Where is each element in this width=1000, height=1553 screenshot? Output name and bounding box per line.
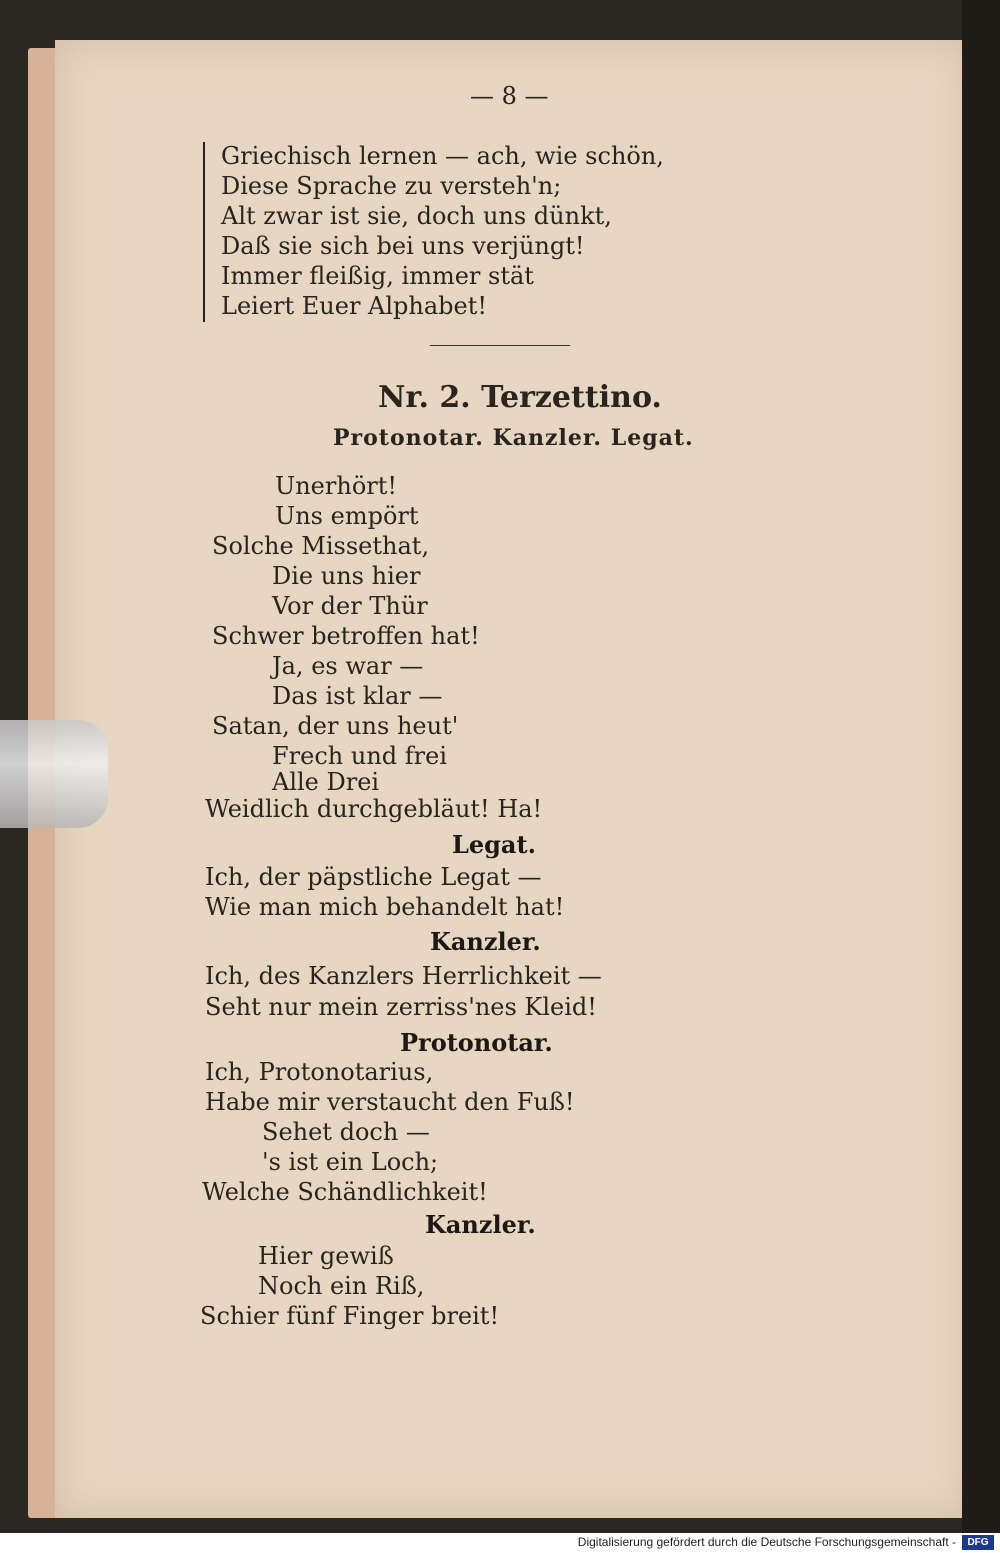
- page-number: — 8 —: [470, 82, 549, 110]
- page-clip: [0, 720, 108, 828]
- stanza-line: Leiert Euer Alphabet!: [221, 292, 488, 320]
- footer-bar: [0, 1533, 1000, 1553]
- verse-line: Sehet doch —: [262, 1118, 430, 1146]
- verse-line: Alle Drei: [272, 768, 380, 796]
- verse-line: Weidlich durchgebläut! Ha!: [205, 795, 543, 823]
- stanza: [203, 142, 664, 322]
- verse-line: Ich, Protonotarius,: [205, 1058, 434, 1086]
- verse-line: Uns empört: [275, 502, 419, 530]
- verse-line: Das ist klar —: [272, 682, 443, 710]
- verse-line: Die uns hier: [272, 562, 421, 590]
- verse-line: Frech und frei: [272, 742, 447, 770]
- verse-line: Vor der Thür: [272, 592, 428, 620]
- verse-line: 's ist ein Loch;: [262, 1148, 439, 1176]
- verse-line: Noch ein Riß,: [258, 1272, 425, 1300]
- verse-line: Solche Missethat,: [212, 532, 430, 560]
- verse-line: Satan, der uns heut': [212, 712, 459, 740]
- verse-line: Unerhört!: [275, 472, 398, 500]
- section-divider: [430, 345, 570, 346]
- stanza-line: Immer fleißig, immer stät: [221, 262, 534, 290]
- speaker-label: Protonotar.: [400, 1028, 553, 1057]
- section-title: Nr. 2. Terzettino.: [378, 380, 662, 415]
- speaker-label: Kanzler.: [430, 927, 541, 956]
- verse-line: Habe mir verstaucht den Fuß!: [205, 1088, 575, 1116]
- verse-line: Ja, es war —: [272, 652, 424, 680]
- speaker-label: Legat.: [452, 830, 536, 859]
- verse-line: Hier gewiß: [258, 1242, 394, 1270]
- dfg-logo-icon: DFG: [962, 1535, 994, 1550]
- verse-line: Wie man mich behandelt hat!: [205, 893, 565, 921]
- stanza-line: Alt zwar ist sie, doch uns dünkt,: [221, 202, 612, 230]
- verse-line: Schier fünf Finger breit!: [200, 1302, 500, 1330]
- footer-credit: Digitalisierung gefördert durch die Deutsche Forschungsgemeinschaft -: [577, 1535, 956, 1549]
- book-spine: [962, 0, 1000, 1553]
- section-subtitle: Protonotar. Kanzler. Legat.: [333, 425, 694, 451]
- speaker-label: Kanzler.: [425, 1210, 536, 1239]
- verse-line: Schwer betroffen hat!: [212, 622, 480, 650]
- verse-line: Ich, des Kanzlers Herrlichkeit —: [205, 962, 602, 990]
- stanza-line: Diese Sprache zu versteh'n;: [221, 172, 562, 200]
- verse-line: Ich, der päpstliche Legat —: [205, 863, 542, 891]
- stanza-line: Daß sie sich bei uns verjüngt!: [221, 232, 585, 260]
- verse-line: Seht nur mein zerriss'nes Kleid!: [205, 993, 597, 1021]
- verse-line: Welche Schändlichkeit!: [202, 1178, 488, 1206]
- stanza-line: Griechisch lernen — ach, wie schön,: [221, 142, 664, 170]
